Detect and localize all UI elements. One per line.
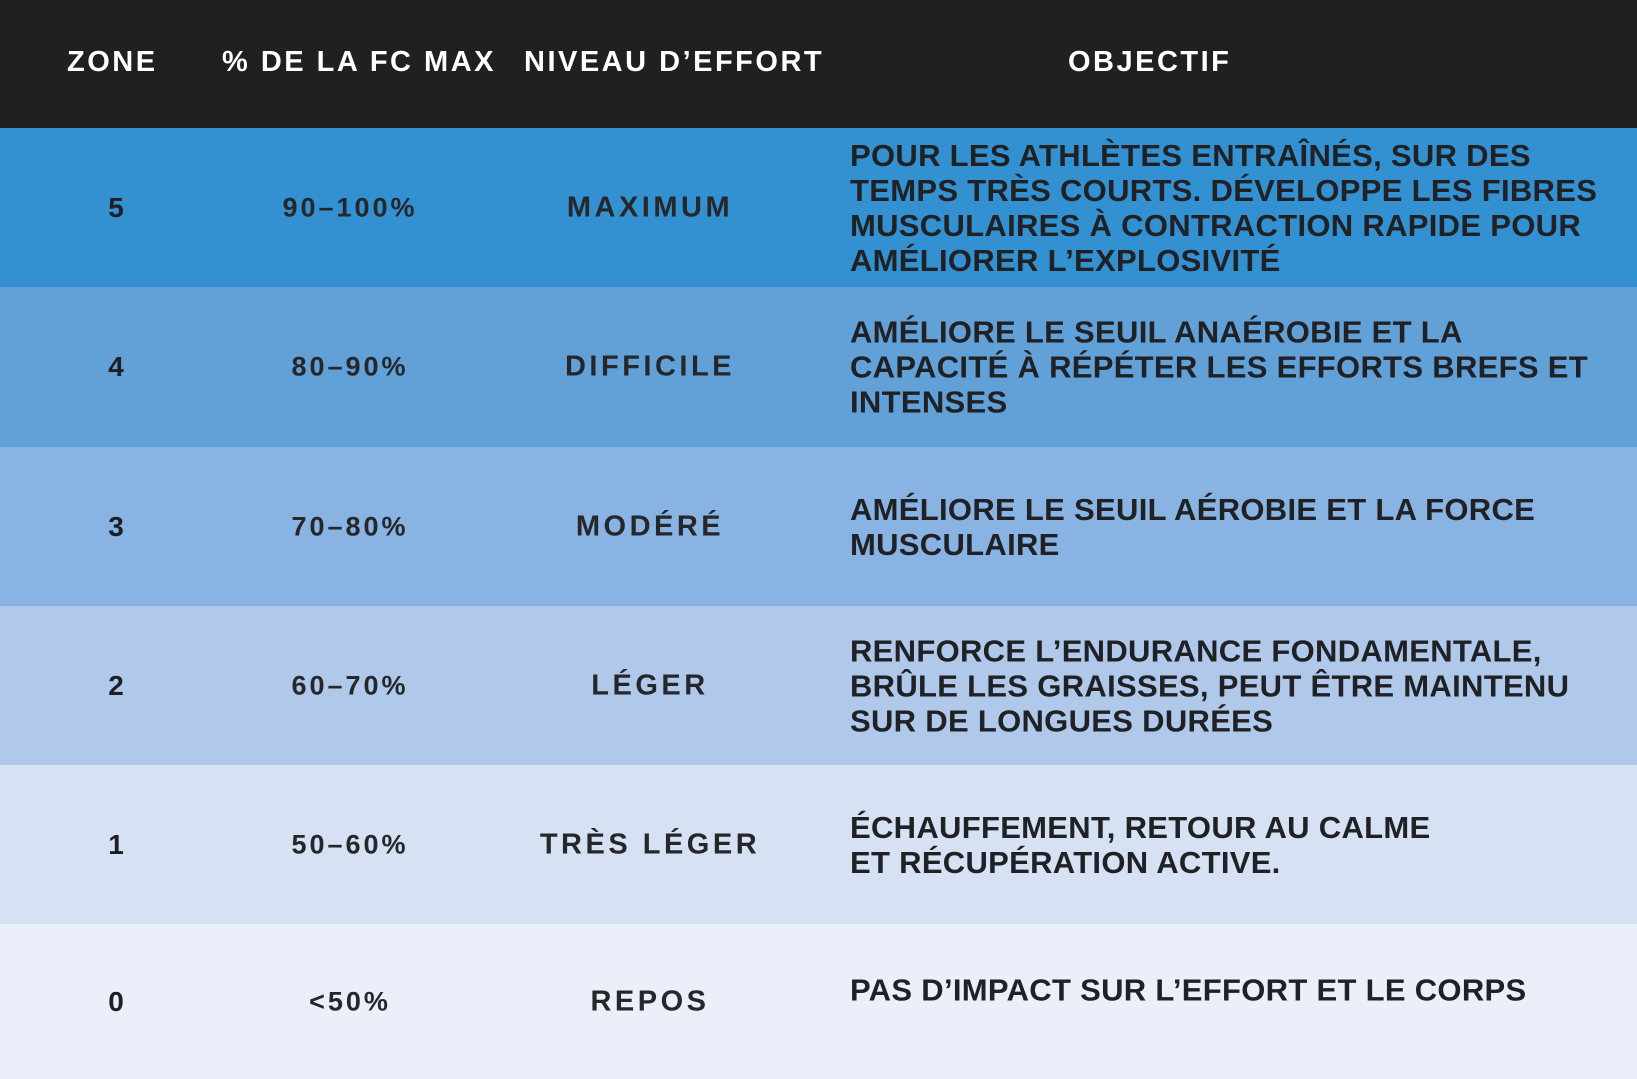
table-row-zone-0: 0 <50% REPOS PAS D’IMPACT SUR L’EFFORT ET LE CORPS (0, 924, 1637, 1079)
objective-text: PAS D’IMPACT SUR L’EFFORT ET LE CORPS (850, 972, 1527, 1007)
header-pct-fc-max: % DE LA FC MAX (222, 46, 496, 78)
header-effort-level: NIVEAU D’EFFORT (524, 46, 825, 78)
objective-text: POUR LES ATHLÈTES ENTRAÎNÉS, SUR DES TEMPS TRÈS COURTS. DÉVELOPPE LES FIBRES MUSCULAIRES À CONTRACTION RAPIDE POUR AMÉLIORER L’EXPLOSIVITÉ (850, 137, 1598, 278)
objective-text: AMÉLIORE LE SEUIL ANAÉROBIE ET LA CAPACITÉ À RÉPÉTER LES EFFORTS BREFS ET INTENSES (850, 314, 1588, 420)
table-row-zone-4: 4 80–90% DIFFICILE AMÉLIORE LE SEUIL ANAÉROBIE ET LA CAPACITÉ À RÉPÉTER LES EFFORTS BREFS ET INTENSES (0, 287, 1637, 447)
header-zone: ZONE (67, 46, 158, 78)
header-objective: OBJECTIF (1068, 46, 1232, 78)
objective-text: RENFORCE L’ENDURANCE FONDAMENTALE, BRÛLE LES GRAISSES, PEUT ÊTRE MAINTENU SUR DE LONGUES DURÉES (850, 633, 1570, 738)
objective-text: AMÉLIORE LE SEUIL AÉROBIE ET LA FORCE MUSCULAIRE (850, 491, 1536, 562)
table-header (0, 0, 1637, 128)
table-row-zone-5: 5 90–100% MAXIMUM POUR LES ATHLÈTES ENTRAÎNÉS, SUR DES TEMPS TRÈS COURTS. DÉVELOPPE LES FIBRES MUSCULAIRES À CONTRACTION RAPIDE POUR AMÉLIORER L’EXPLOSIVITÉ (0, 128, 1637, 287)
table-row-zone-1: 1 50–60% TRÈS LÉGER ÉCHAUFFEMENT, RETOUR AU CALME ET RÉCUPÉRATION ACTIVE. (0, 765, 1637, 924)
table-row-zone-2: 2 60–70% LÉGER RENFORCE L’ENDURANCE FONDAMENTALE, BRÛLE LES GRAISSES, PEUT ÊTRE MAINTENU SUR DE LONGUES DURÉES (0, 606, 1637, 765)
objective-text: ÉCHAUFFEMENT, RETOUR AU CALME ET RÉCUPÉRATION ACTIVE. (850, 809, 1431, 880)
table-row-zone-3: 3 70–80% MODÉRÉ AMÉLIORE LE SEUIL AÉROBIE ET LA FORCE MUSCULAIRE (0, 447, 1637, 606)
